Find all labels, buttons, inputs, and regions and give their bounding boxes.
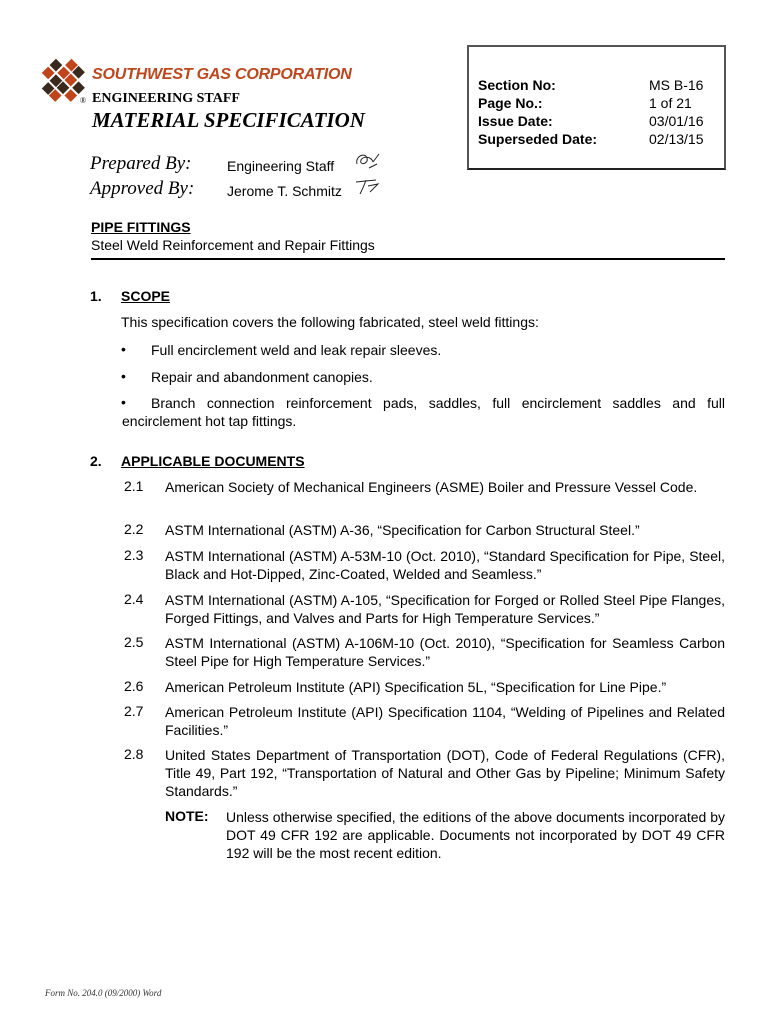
list-item: ASTM International (ASTM) A-53M-10 (Oct. 2010), “Standard Specification for Pipe, Steel, Black and Hot-Dipped, Zinc-Coated, Welded and Seamless.” xyxy=(165,548,725,582)
list-item: American Society of Mechanical Engineers (ASME) Boiler and Pressure Vessel Code. xyxy=(165,479,698,495)
department-name: ENGINEERING STAFF xyxy=(92,91,240,106)
item-number: 2.6 xyxy=(124,678,144,694)
list-item: ASTM International (ASTM) A-105, “Specification for Forged or Rolled Steel Pipe Flanges, Forged Fittings, and Valves and Parts for High Temperature Services.” xyxy=(165,592,725,626)
item-number: 2.5 xyxy=(124,634,144,650)
issue-date-label: Issue Date: xyxy=(478,113,553,129)
section-no-label: Section No: xyxy=(478,77,556,93)
superseded-date-value: 02/13/15 xyxy=(649,131,704,147)
list-item: ASTM International (ASTM) A-106M-10 (Oct. 2010), “Specification for Seamless Carbon Steel Pipe for High Temperature Services.” xyxy=(165,635,725,669)
form-number: Form No. 204.0 (09/2000) Word xyxy=(45,988,162,998)
section-number: 2. xyxy=(90,453,102,469)
prepared-by-label: Prepared By: xyxy=(90,153,192,174)
list-item: ASTM International (ASTM) A-36, “Specification for Carbon Structural Steel.” xyxy=(165,522,640,538)
signature-initials-icon xyxy=(352,174,384,196)
section-title: APPLICABLE DOCUMENTS xyxy=(121,453,305,469)
item-number: 2.8 xyxy=(124,746,144,762)
bullet-icon: • xyxy=(121,368,126,384)
document-type: MATERIAL SPECIFICATION xyxy=(92,108,365,132)
item-number: 2.3 xyxy=(124,547,144,563)
title-divider xyxy=(91,258,725,260)
document-subheading: Steel Weld Reinforcement and Repair Fittings xyxy=(91,237,375,253)
list-item: United States Department of Transportation (DOT), Code of Federal Regulations (CFR), Title 49, Part 192, “Transportation of Natural and Other Gas by Pipeline; Minimum Safety Standards.” xyxy=(165,747,725,799)
document-heading: PIPE FITTINGS xyxy=(91,219,191,235)
superseded-date-label: Superseded Date: xyxy=(478,131,598,147)
bullet-icon: • xyxy=(121,341,126,357)
item-number: 2.7 xyxy=(124,703,144,719)
company-name: SOUTHWEST GAS CORPORATION xyxy=(92,66,352,83)
registered-mark: ® xyxy=(80,96,87,105)
page-no-label: Page No.: xyxy=(478,95,543,111)
list-item: Repair and abandonment canopies. xyxy=(151,369,373,385)
item-number: 2.2 xyxy=(124,521,144,537)
page-no-value: 1 of 21 xyxy=(649,95,692,111)
signature-initials-icon xyxy=(351,150,383,172)
approved-by-label: Approved By: xyxy=(90,178,195,199)
item-number: 2.1 xyxy=(124,478,144,494)
section-title: SCOPE xyxy=(121,288,171,304)
bullet-icon: • xyxy=(121,394,126,410)
section-number: 1. xyxy=(90,288,102,304)
list-item: American Petroleum Institute (API) Specification 5L, “Specification for Line Pipe.” xyxy=(165,679,667,695)
note-text: Unless otherwise specified, the editions of the above documents incorporated by DOT 49 CFR 192 are applicable. Documents not incorporated by DOT 49 CFR 192 will be the most recent edition. xyxy=(226,809,725,861)
approved-by-value: Jerome T. Schmitz xyxy=(227,183,342,199)
list-item: Branch connection reinforcement pads, saddles, full encirclement saddles and full encirclement hot tap fittings. xyxy=(122,395,725,429)
section-no-value: MS B-16 xyxy=(649,77,704,93)
scope-intro: This specification covers the following fabricated, steel weld fittings: xyxy=(121,314,539,330)
note-label: NOTE: xyxy=(165,808,209,824)
issue-date-value: 03/01/16 xyxy=(649,113,704,129)
list-item: American Petroleum Institute (API) Specification 1104, “Welding of Pipelines and Related Facilities.” xyxy=(165,704,725,738)
item-number: 2.4 xyxy=(124,591,144,607)
prepared-by-value: Engineering Staff xyxy=(227,158,335,174)
list-item: Full encirclement weld and leak repair sleeves. xyxy=(151,342,442,358)
